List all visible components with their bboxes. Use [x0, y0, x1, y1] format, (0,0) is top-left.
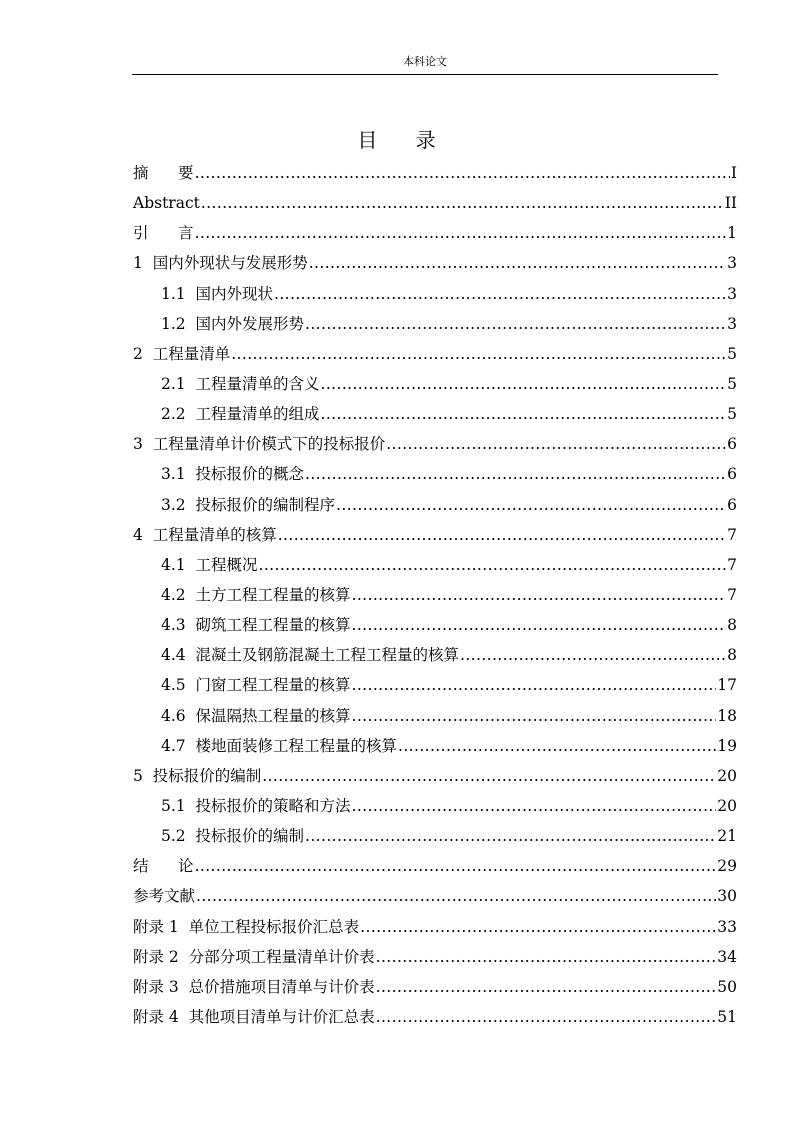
toc-entry-label: 附录 3 总价措施项目清单与计价表	[133, 977, 375, 996]
toc-entry[interactable]	[133, 188, 737, 218]
toc-dot-leader	[352, 580, 727, 610]
toc-dot-leader	[195, 218, 727, 248]
toc-entry-label: 摘 要	[133, 164, 194, 182]
toc-dot-leader	[376, 942, 717, 972]
toc-dot-leader	[352, 701, 717, 731]
toc-entry[interactable]	[133, 670, 737, 700]
toc-entry[interactable]	[133, 761, 737, 791]
toc-dot-leader	[196, 881, 716, 911]
toc-entry-label: 4.4 混凝土及钢筋混凝土工程工程量的核算	[161, 646, 460, 665]
toc-entry[interactable]	[133, 881, 737, 911]
toc-entry[interactable]	[133, 248, 737, 278]
toc-entry-label: 3.1 投标报价的概念	[161, 465, 305, 484]
toc-entry-label: 2.2 工程量清单的组成	[161, 405, 320, 424]
toc-entry-page-number: 51	[717, 1007, 737, 1026]
toc-entry[interactable]	[133, 972, 737, 1002]
toc-entry[interactable]	[133, 731, 737, 761]
toc-entry[interactable]	[133, 520, 737, 550]
toc-entry-page-number: 20	[717, 766, 737, 785]
toc-entry-label: 1.2 国内外发展形势	[161, 314, 305, 333]
toc-entry-page-number: 7	[727, 555, 737, 574]
toc-entry-page-number: 18	[717, 706, 737, 725]
page-title: 目 录	[357, 128, 436, 152]
toc-entry-page-number: 50	[717, 977, 737, 996]
toc-dot-leader	[259, 550, 727, 580]
toc-entry[interactable]	[133, 821, 737, 851]
toc-entry-label: 5.1 投标报价的策略和方法	[161, 796, 351, 815]
toc-entry-label: 4.1 工程概况	[161, 555, 258, 574]
toc-entry-label: 参考文献	[133, 887, 196, 906]
toc-dot-leader	[195, 158, 730, 188]
toc-entry-page-number: 5	[727, 374, 737, 393]
toc-entry-page-number: I	[730, 164, 737, 182]
toc-dot-leader	[352, 670, 717, 700]
toc-dot-leader	[336, 490, 726, 520]
toc-entry-page-number: 7	[727, 525, 737, 544]
toc-entry[interactable]	[133, 550, 737, 580]
toc-dot-leader	[376, 1002, 717, 1032]
toc-dot-leader	[352, 610, 727, 640]
toc-entry-label: 2.1 工程量清单的含义	[161, 374, 320, 393]
toc-entry[interactable]	[133, 399, 737, 429]
toc-entry[interactable]	[133, 942, 737, 972]
toc-entry-label: 5 投标报价的编制	[133, 766, 262, 785]
toc-entry-page-number: 6	[727, 495, 737, 514]
toc-entry-page-number: 17	[717, 676, 737, 695]
toc-entry-page-number: 5	[727, 405, 737, 424]
page-header	[132, 55, 718, 75]
toc-entry[interactable]	[133, 640, 737, 670]
toc-dot-leader	[305, 459, 726, 489]
toc-entry-page-number: 1	[727, 224, 737, 243]
toc-entry-label: 4 工程量清单的核算	[133, 525, 277, 544]
toc-entry[interactable]	[133, 610, 737, 640]
toc-entry-page-number: 8	[727, 616, 737, 635]
toc-entry-label: 4.7 楼地面装修工程工程量的核算	[161, 736, 398, 755]
toc-entry-label: 3.2 投标报价的编制程序	[161, 495, 336, 514]
toc-dot-leader	[262, 761, 716, 791]
toc-entry[interactable]	[133, 218, 737, 248]
toc-entry[interactable]	[133, 490, 737, 520]
toc-entry-label: Abstract	[133, 194, 200, 213]
toc-entry-page-number: 3	[727, 254, 737, 273]
toc-dot-leader	[201, 188, 724, 218]
toc-entry-page-number: 8	[727, 646, 737, 665]
toc-entry[interactable]	[133, 459, 737, 489]
toc-entry-page-number: 5	[727, 344, 737, 363]
toc-entry-page-number: 29	[717, 857, 737, 876]
toc-entry[interactable]	[133, 1002, 737, 1032]
toc-entry-page-number: 3	[727, 314, 737, 333]
toc-entry-label: 引 言	[133, 224, 194, 243]
toc-entry[interactable]	[133, 309, 737, 339]
toc-entry-page-number: 6	[727, 435, 737, 454]
toc-entry[interactable]	[133, 851, 737, 881]
toc-dot-leader	[195, 851, 717, 881]
toc-dot-leader	[305, 309, 726, 339]
toc-entry[interactable]	[133, 339, 737, 369]
toc-dot-leader	[321, 399, 727, 429]
toc-entry-label: 1.1 国内外现状	[161, 284, 274, 303]
toc-entry-label: 4.3 砌筑工程工程量的核算	[161, 616, 351, 635]
toc-entry-label: 4.5 门窗工程工程量的核算	[161, 676, 351, 695]
toc-entry-label: 4.6 保温隔热工程量的核算	[161, 706, 351, 725]
toc-dot-leader	[309, 248, 726, 278]
toc-entry-label: 5.2 投标报价的编制	[161, 827, 305, 846]
toc-dot-leader	[460, 640, 726, 670]
toc-entry-label: 4.2 土方工程工程量的核算	[161, 585, 351, 604]
toc-entry-label: 2 工程量清单	[133, 344, 231, 363]
toc-entry[interactable]	[133, 580, 737, 610]
toc-entry-label: 3 工程量清单计价模式下的投标报价	[133, 435, 386, 454]
toc-entry-page-number: 6	[727, 465, 737, 484]
toc-dot-leader	[274, 279, 726, 309]
toc-entry-label: 1 国内外现状与发展形势	[133, 254, 308, 273]
toc-dot-leader	[360, 912, 716, 942]
toc-entry-page-number: II	[724, 194, 737, 213]
toc-entry-page-number: 34	[717, 947, 737, 966]
toc-dot-leader	[321, 369, 727, 399]
table-of-contents	[133, 158, 737, 1032]
toc-dot-leader	[305, 821, 716, 851]
toc-entry[interactable]	[133, 279, 737, 309]
toc-entry-label: 附录 4 其他项目清单与计价汇总表	[133, 1007, 375, 1026]
toc-dot-leader	[278, 520, 726, 550]
header-text: 本科论文	[403, 55, 447, 68]
toc-entry[interactable]	[133, 429, 737, 459]
toc-entry[interactable]	[133, 158, 737, 188]
toc-entry-label: 附录 1 单位工程投标报价汇总表	[133, 917, 360, 936]
toc-entry-page-number: 20	[717, 796, 737, 815]
toc-dot-leader	[376, 972, 717, 1002]
toc-entry[interactable]	[133, 791, 737, 821]
toc-entry[interactable]	[133, 701, 737, 731]
toc-entry-page-number: 30	[717, 887, 737, 906]
toc-entry-page-number: 7	[727, 585, 737, 604]
toc-entry-page-number: 3	[727, 284, 737, 303]
toc-entry[interactable]	[133, 912, 737, 942]
toc-entry-page-number: 21	[717, 827, 737, 846]
toc-dot-leader	[352, 791, 717, 821]
toc-entry-page-number: 19	[717, 736, 737, 755]
toc-entry-label: 结 论	[133, 857, 194, 876]
toc-dot-leader	[231, 339, 726, 369]
toc-dot-leader	[386, 429, 726, 459]
toc-entry[interactable]	[133, 369, 737, 399]
toc-entry-page-number: 33	[717, 917, 737, 936]
toc-dot-leader	[398, 731, 716, 761]
toc-entry-label: 附录 2 分部分项工程量清单计价表	[133, 947, 375, 966]
